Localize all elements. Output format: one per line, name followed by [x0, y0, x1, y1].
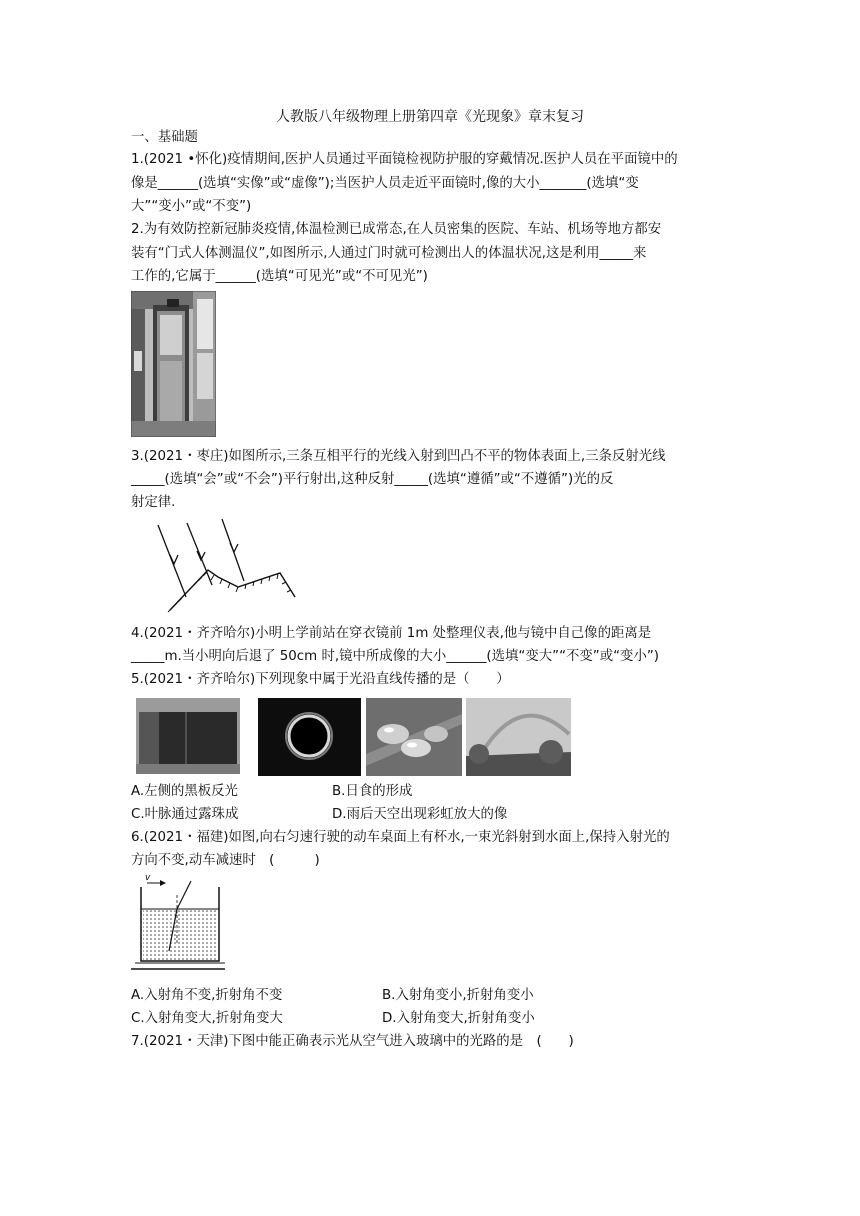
- q5-option-a: A.左侧的黑板反光: [131, 784, 238, 799]
- section-heading: 一、基础题: [131, 130, 198, 145]
- q5-option-d: D.雨后天空出现彩虹放大的像: [332, 807, 508, 822]
- page-title: 人教版八年级物理上册第四章《光现象》章末复习: [276, 109, 584, 125]
- q2-line-1: 2.为有效防控新冠肺炎疫情,体温检测已成常态,在人员密集的医院、车站、机场等地方都安: [131, 222, 662, 237]
- q5-option-b: B.日食的形成: [332, 784, 413, 799]
- q1-line-2: 像是______(选填“实像”或“虚像”);当医护人员走近平面镜时,像的大小_______(选填“变: [131, 176, 639, 191]
- q1-line-3: 大”“变小”或“不变”): [131, 199, 252, 214]
- q6-option-b: B.入射角变小,折射角变小: [382, 988, 534, 1003]
- q6-line-1: 6.(2021・福建)如图,向右匀速行驶的动车桌面上有杯水,一束光斜射到水面上,保持入射光的: [131, 830, 670, 845]
- blackboard-photo: [136, 698, 240, 774]
- q5-figures: [131, 694, 576, 778]
- q6-option-c: C.入射角变大,折射角变大: [131, 1011, 283, 1026]
- velocity-label: v: [145, 873, 151, 883]
- q5-stem: 5.(2021・齐齐哈尔)下列现象中属于光沿直线传播的是（ ）: [131, 672, 510, 687]
- train-cup-diagram: [129, 873, 229, 973]
- q7-stem: 7.(2021・天津)下图中能正确表示光从空气进入玻璃中的光路的是 ( ): [131, 1034, 574, 1049]
- dew-drops-photo: [366, 698, 462, 776]
- q3-line-1: 3.(2021・枣庄)如图所示,三条互相平行的光线入射到凹凸不平的物体表面上,三条反射光线: [131, 449, 666, 464]
- q3-line-3: 射定律.: [131, 495, 176, 510]
- q1-line-1: 1.(2021 •怀化)疫情期间,医护人员通过平面镜检视防护服的穿戴情况.医护人员在平面镜中的: [131, 152, 678, 167]
- q6-option-d: D.入射角变大,折射角变小: [382, 1011, 535, 1026]
- diffuse-reflection-diagram: [150, 515, 310, 615]
- rainbow-photo: [466, 698, 571, 776]
- q3-line-2: _____(选填“会”或“不会”)平行射出,这种反射_____(选填“遵循”或“不遵循”)光的反: [131, 472, 614, 487]
- q5-option-c: C.叶脉通过露珠成: [131, 807, 239, 822]
- q6-option-a: A.入射角不变,折射角不变: [131, 988, 283, 1003]
- q4-line-1: 4.(2021・齐齐哈尔)小明上学前站在穿衣镜前 1m 处整理仪表,他与镜中自己像的距离是: [131, 626, 652, 641]
- q4-line-2: _____m.当小明向后退了 50cm 时,镜中所成像的大小______(选填“变大”“不变”或“变小”): [131, 649, 659, 664]
- solar-eclipse-photo: [258, 698, 361, 776]
- q2-line-3: 工作的,它属于______(选填“可见光”或“不可见光”): [131, 269, 428, 284]
- q2-line-2: 装有“门式人体测温仪”,如图所示,人通过门时就可检测出人的体温状况,这是利用_____来: [131, 246, 647, 261]
- thermometer-door-photo: [131, 291, 216, 437]
- q6-line-2: 方向不变,动车减速时 ( ): [131, 853, 320, 868]
